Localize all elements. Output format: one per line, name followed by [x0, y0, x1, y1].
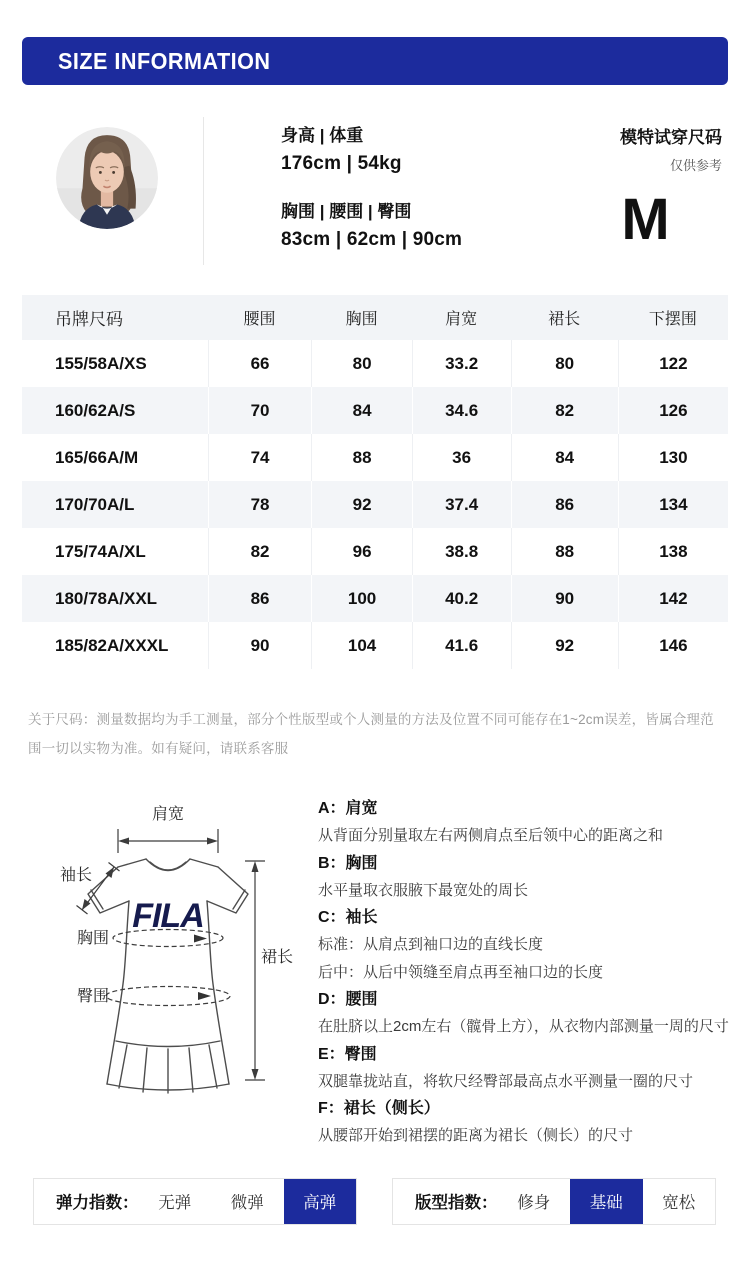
- index-row: [33, 1178, 716, 1225]
- size-value-cell: 80: [511, 340, 618, 387]
- table-row: [22, 528, 728, 575]
- size-value-cell: 41.6: [412, 622, 511, 669]
- index-option: 宽松: [662, 1194, 696, 1212]
- size-value-cell: 40.2: [412, 575, 511, 622]
- index-label: 版型指数：: [415, 1194, 498, 1212]
- label-bust: 胸围: [76, 930, 109, 947]
- fila-logo: FILA: [132, 897, 204, 935]
- table-header-cell: 下摆围: [648, 311, 697, 328]
- size-code-cell: 165/66A/M: [55, 447, 139, 467]
- table-row: [22, 575, 728, 622]
- size-value-cell: 146: [618, 622, 728, 669]
- size-value-cell: 70: [208, 387, 312, 434]
- table-row: [22, 481, 728, 528]
- label-skirt-length: 裙长: [260, 949, 294, 966]
- guide-item-title: C：袖长: [318, 909, 378, 926]
- size-value-cell: 84: [511, 434, 618, 481]
- guide-item-title: F：裙长（侧长）: [318, 1100, 440, 1117]
- section-title-bar: [22, 37, 728, 85]
- height-weight-group: [281, 121, 462, 175]
- size-value-cell: 138: [618, 528, 728, 575]
- size-value-cell: 92: [511, 622, 618, 669]
- size-value-cell: 78: [208, 481, 312, 528]
- size-table-body: [22, 340, 728, 669]
- size-value-cell: 38.8: [412, 528, 511, 575]
- index-box: [392, 1178, 716, 1225]
- table-row: [22, 434, 728, 481]
- label-hip: 臀围: [76, 988, 109, 1005]
- guide-item-title: E：臀围: [318, 1045, 377, 1063]
- index-option: 修身: [517, 1194, 551, 1212]
- size-value-cell: 36: [412, 434, 511, 481]
- size-value-cell: 74: [208, 434, 312, 481]
- size-value-cell: 80: [311, 340, 411, 387]
- measure-diagram-section: [30, 789, 740, 1150]
- size-value-cell: 82: [208, 528, 312, 575]
- dress-diagram: [30, 789, 322, 1150]
- size-code-cell: 160/62A/S: [55, 400, 136, 420]
- size-value-cell: 34.6: [412, 387, 511, 434]
- page-title: SIZE INFORMATION: [58, 47, 271, 74]
- guide-item-desc: 从背面分别量取左右两侧肩点至后领中心的距离之和: [318, 827, 664, 844]
- model-fit-block: [570, 111, 728, 253]
- size-value-cell: 104: [311, 622, 411, 669]
- size-value-cell: 86: [208, 575, 312, 622]
- size-value-cell: 84: [311, 387, 411, 434]
- model-avatar: [56, 127, 158, 229]
- label-shoulder-width: 肩宽: [151, 806, 185, 823]
- size-value-cell: 96: [311, 528, 411, 575]
- size-value-cell: 37.4: [412, 481, 511, 528]
- size-value-cell: 66: [208, 340, 312, 387]
- size-value-cell: 86: [511, 481, 618, 528]
- height-weight-label: 身高 | 体重: [281, 126, 364, 145]
- guide-item-desc: 水平量取衣服腋下最宽处的周长: [318, 881, 529, 899]
- index-option: 高弹: [284, 1179, 357, 1224]
- size-value-cell: 130: [618, 434, 728, 481]
- table-header-cell: 肩宽: [445, 311, 478, 328]
- guide-item-desc: 标准：从肩点到袖口边的直线长度: [318, 936, 544, 953]
- index-label: 弹力指数：: [56, 1194, 139, 1212]
- size-value-cell: 88: [511, 528, 618, 575]
- guide-item-title: B：胸围: [318, 854, 378, 872]
- size-value-cell: 92: [311, 481, 411, 528]
- guide-item-desc: 后中：从后中领缝至肩点再至袖口边的长度: [318, 963, 604, 981]
- dress-diagram-svg: [30, 789, 322, 1134]
- size-value-cell: 88: [311, 434, 411, 481]
- girth-label: 胸围 | 腰围 | 臀围: [281, 202, 412, 221]
- size-value-cell: 122: [618, 340, 728, 387]
- table-header-cell: 胸围: [345, 311, 378, 328]
- fit-size-title: 模特试穿尺码: [620, 128, 722, 147]
- size-note: 关于尺码：测量数据均为手工测量，部分个性版型或个人测量的方法及位置不同可能存在1~2cm误差，皆属合理范围一切以实物为准。如有疑问，请联系客服: [28, 712, 714, 756]
- size-code-cell: 170/70A/L: [55, 494, 135, 514]
- model-measurements: [281, 111, 462, 251]
- fit-size-note: 仅供参考: [669, 158, 722, 173]
- size-value-cell: 142: [618, 575, 728, 622]
- label-sleeve-length: 袖长: [59, 867, 93, 884]
- size-code-cell: 175/74A/XL: [55, 541, 146, 561]
- size-value-cell: 90: [511, 575, 618, 622]
- size-value-cell: 82: [511, 387, 618, 434]
- table-row: [22, 622, 728, 669]
- guide-item-desc: 从腰部开始到裙摆的距离为裙长（侧长）的尺寸: [318, 1127, 634, 1144]
- index-option: 无弹: [158, 1194, 192, 1212]
- size-table: [22, 295, 728, 669]
- guide-item-desc: 在肚脐以上2cm左右（髋骨上方），从衣物内部测量一周的尺寸: [318, 1018, 729, 1035]
- size-code-cell: 185/82A/XXXL: [55, 635, 169, 655]
- index-box: [33, 1178, 357, 1225]
- girth-group: [281, 197, 462, 251]
- measure-guide: [318, 789, 740, 1150]
- girth-value: 83cm | 62cm | 90cm: [281, 229, 463, 250]
- table-header-cell: 腰围: [243, 311, 276, 328]
- size-value-cell: 134: [618, 481, 728, 528]
- table-row: [22, 340, 728, 387]
- index-option: 微弹: [230, 1194, 264, 1212]
- size-code-cell: 180/78A/XXL: [55, 588, 158, 608]
- size-value-cell: 100: [311, 575, 411, 622]
- table-header-cell: 裙长: [548, 311, 581, 328]
- table-row: [22, 387, 728, 434]
- size-value-cell: 90: [208, 622, 312, 669]
- fit-size-value: M: [621, 187, 671, 252]
- size-value-cell: 33.2: [412, 340, 511, 387]
- model-section: [28, 111, 728, 283]
- size-value-cell: 126: [618, 387, 728, 434]
- size-table-header: [22, 295, 728, 340]
- guide-item-desc: 双腿靠拢站直，将软尺经臀部最高点水平测量一圈的尺寸: [318, 1072, 694, 1090]
- index-option: 基础: [570, 1179, 643, 1224]
- guide-item-title: D：腰围: [318, 991, 378, 1008]
- vertical-divider: [203, 117, 204, 265]
- size-code-cell: 155/58A/XS: [55, 353, 147, 373]
- guide-item-title: A：肩宽: [318, 800, 378, 817]
- height-weight-value: 176cm | 54kg: [281, 153, 402, 174]
- table-header-cell: 吊牌尺码: [55, 310, 123, 329]
- model-avatar-image: [56, 127, 158, 229]
